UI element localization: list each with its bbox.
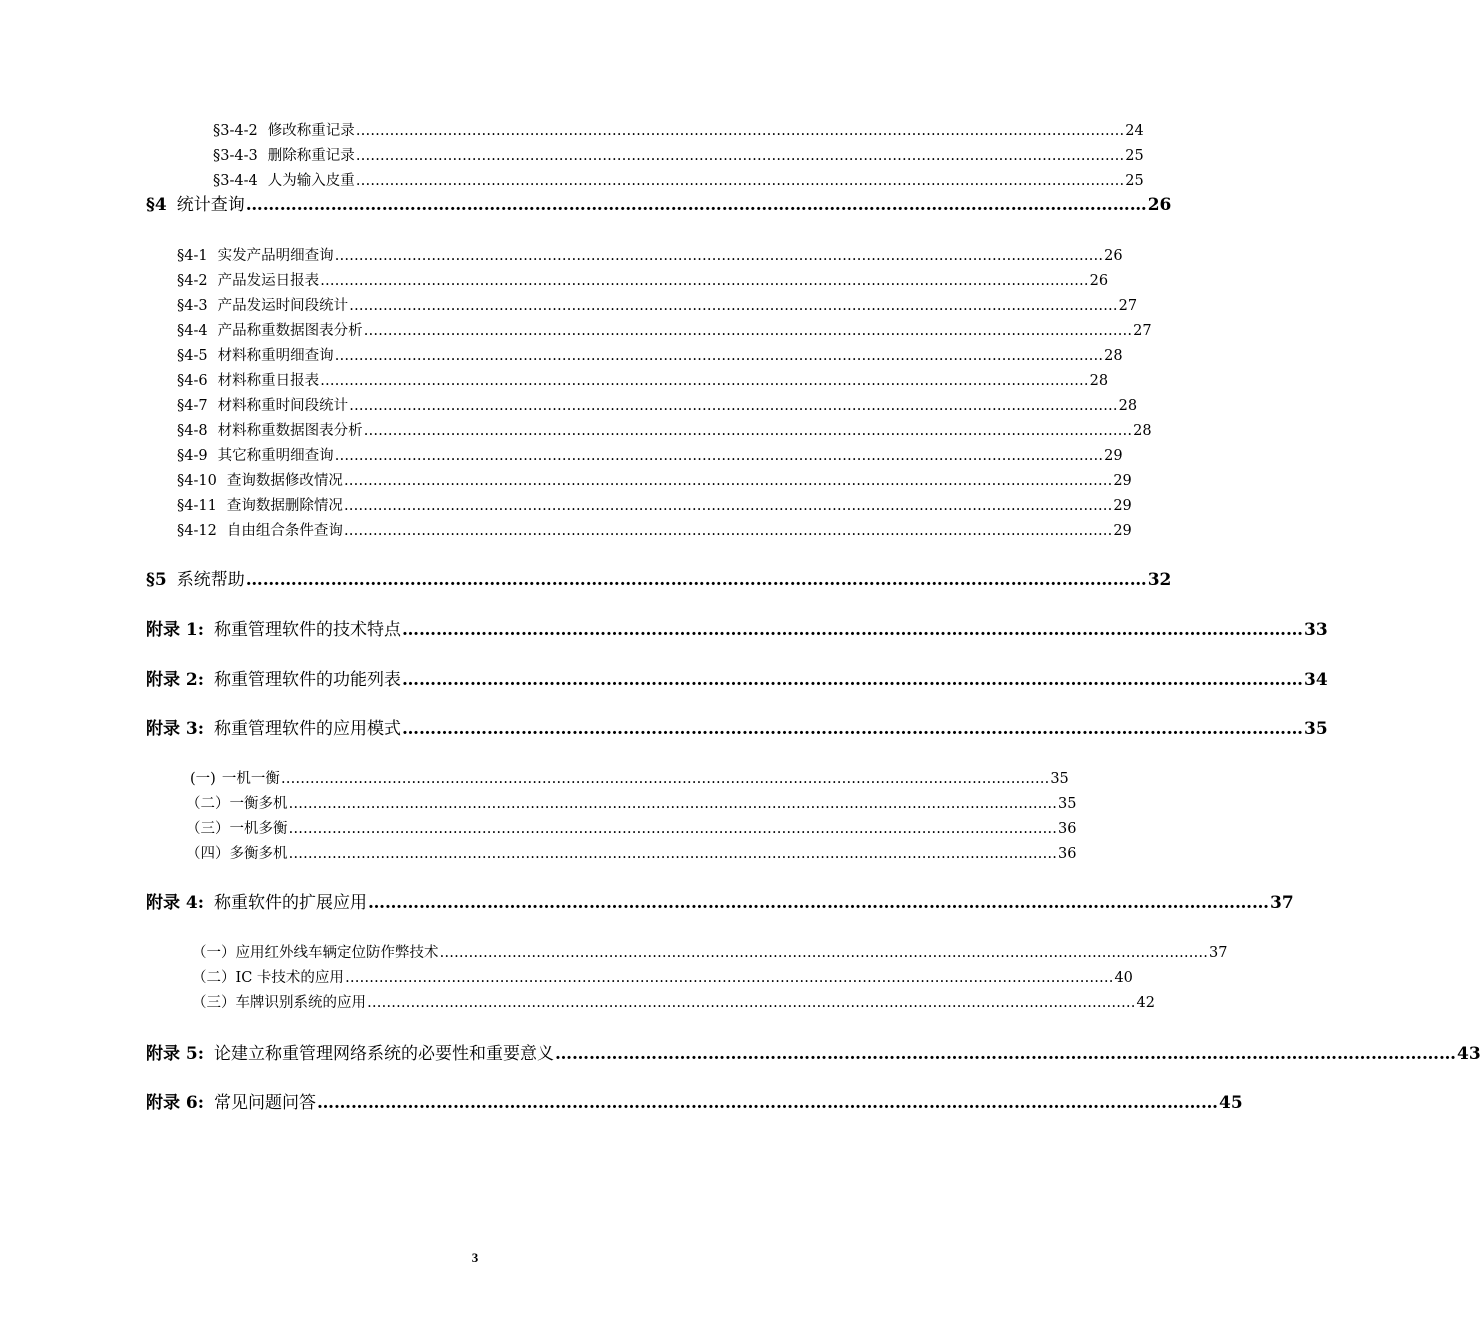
toc-entry[interactable] bbox=[177, 469, 1132, 490]
toc-entry-page: 27 bbox=[1118, 298, 1138, 314]
toc-entry[interactable] bbox=[192, 941, 1228, 962]
toc-entry-page: 36 bbox=[1058, 821, 1077, 837]
toc-entry-title: 一机多衡 bbox=[229, 821, 288, 837]
toc-entry-page: 26 bbox=[1104, 248, 1123, 264]
toc-entry[interactable] bbox=[177, 269, 1109, 290]
toc-entry-title: 材料称重明细查询 bbox=[217, 348, 334, 364]
toc-entry-title: 查询数据修改情况 bbox=[226, 473, 343, 489]
toc-entry[interactable] bbox=[186, 817, 1077, 838]
toc-entry-title: 称重管理软件的技术特点 bbox=[214, 620, 402, 640]
toc-entry-page: 29 bbox=[1113, 498, 1132, 514]
toc-entry[interactable] bbox=[213, 119, 1144, 140]
toc-entry[interactable] bbox=[213, 144, 1144, 165]
toc-entry-title: 材料称重时间段统计 bbox=[217, 398, 349, 414]
toc-entry-number: §4-1 bbox=[177, 248, 208, 264]
toc-entry-title: 材料称重数据图表分析 bbox=[217, 423, 363, 439]
toc-entry-title: 车牌识别系统的应用 bbox=[235, 995, 366, 1011]
toc-dot-leader: …………………………………………………………………………………………………………………………………………… bbox=[245, 195, 1147, 215]
toc-appendix-entry[interactable] bbox=[146, 714, 1328, 739]
toc-entry-number: （三） bbox=[192, 995, 236, 1011]
toc-entry-page: 24 bbox=[1125, 123, 1144, 139]
toc-section-entry[interactable] bbox=[146, 565, 1172, 590]
toc-entry-title: 论建立称重管理网络系统的必要性和重要意义 bbox=[214, 1044, 555, 1064]
toc-entry-number: §5 bbox=[146, 570, 167, 590]
toc-entry-page: 28 bbox=[1133, 423, 1152, 439]
toc-dot-leader: …………………………………………………………………………………………………………………………………………… bbox=[355, 123, 1125, 139]
toc-entry-title: 一衡多机 bbox=[229, 796, 288, 812]
toc-entry[interactable] bbox=[192, 966, 1133, 987]
toc-entry-number: §4-5 bbox=[177, 348, 208, 364]
toc-entry-number: （一） bbox=[192, 945, 236, 961]
toc-entry-title: IC 卡技术的应用 bbox=[235, 970, 344, 986]
toc-entry[interactable] bbox=[177, 244, 1123, 265]
toc-dot-leader: …………………………………………………………………………………………………………………………………………… bbox=[402, 620, 1304, 640]
toc-entry-page: 28 bbox=[1118, 398, 1138, 414]
toc-entry-number: §4-3 bbox=[177, 298, 208, 314]
toc-entry-number: 附录 2: bbox=[146, 670, 205, 690]
toc-entry-number: §3-4-2 bbox=[213, 123, 258, 139]
toc-entry-number: 附录 5: bbox=[146, 1044, 205, 1064]
toc-dot-leader: …………………………………………………………………………………………………………………………………………… bbox=[349, 298, 1118, 314]
toc-entry-number: §4-8 bbox=[177, 423, 208, 439]
toc-entry[interactable] bbox=[177, 519, 1132, 540]
toc-dot-leader: …………………………………………………………………………………………………………………………………………… bbox=[334, 248, 1104, 264]
toc-entry-title: 材料称重日报表 bbox=[217, 373, 320, 389]
toc-entry-page: 43 bbox=[1457, 1044, 1481, 1064]
toc-entry[interactable] bbox=[190, 767, 1069, 788]
toc-dot-leader: …………………………………………………………………………………………………………………………………………… bbox=[245, 570, 1147, 590]
toc-dot-leader: …………………………………………………………………………………………………………………………………………… bbox=[402, 719, 1304, 739]
toc-entry-page: 40 bbox=[1114, 970, 1133, 986]
toc-entry[interactable] bbox=[177, 419, 1152, 440]
toc-entry-number: §4-2 bbox=[177, 273, 208, 289]
toc-entry-page: 26 bbox=[1147, 195, 1172, 215]
toc-entry-page: 29 bbox=[1113, 523, 1132, 539]
toc-dot-leader: …………………………………………………………………………………………………………………………………………… bbox=[343, 523, 1113, 539]
toc-entry-number: (一) bbox=[190, 771, 216, 787]
toc-dot-leader: …………………………………………………………………………………………………………………………………………… bbox=[288, 846, 1057, 862]
toc-entry-page: 36 bbox=[1058, 846, 1077, 862]
toc-appendix-entry[interactable] bbox=[146, 615, 1328, 640]
toc-entry-title: 查询数据删除情况 bbox=[226, 498, 343, 514]
toc-entry-page: 29 bbox=[1113, 473, 1132, 489]
toc-entry-number: 附录 1: bbox=[146, 620, 205, 640]
toc-entry-number: §4 bbox=[146, 195, 167, 215]
toc-entry-number: 附录 3: bbox=[146, 719, 205, 739]
toc-entry-number: §3-4-3 bbox=[213, 148, 258, 164]
toc-entry-number: §4-7 bbox=[177, 398, 208, 414]
toc-dot-leader: …………………………………………………………………………………………………………………………………………… bbox=[288, 821, 1057, 837]
toc-entry-title: 称重管理软件的应用模式 bbox=[214, 719, 402, 739]
toc-dot-leader: …………………………………………………………………………………………………………………………………………… bbox=[555, 1044, 1457, 1064]
toc-entry[interactable] bbox=[213, 169, 1144, 190]
toc-entry-page: 28 bbox=[1089, 373, 1109, 389]
toc-entry-page: 27 bbox=[1133, 323, 1152, 339]
toc-entry-title: 修改称重记录 bbox=[267, 123, 355, 139]
toc-entry-number: §4-6 bbox=[177, 373, 208, 389]
toc-entry-number: （四） bbox=[186, 846, 230, 862]
toc-entry-title: 人为输入皮重 bbox=[267, 173, 355, 189]
toc-dot-leader: …………………………………………………………………………………………………………………………………………… bbox=[367, 995, 1136, 1011]
toc-entry[interactable] bbox=[177, 344, 1123, 365]
toc-dot-leader: …………………………………………………………………………………………………………………………………………… bbox=[363, 423, 1133, 439]
toc-entry-title: 多衡多机 bbox=[229, 846, 288, 862]
toc-entry-page: 33 bbox=[1304, 620, 1328, 640]
toc-entry[interactable] bbox=[177, 369, 1109, 390]
toc-dot-leader: …………………………………………………………………………………………………………………………………………… bbox=[288, 796, 1057, 812]
toc-entry[interactable] bbox=[177, 444, 1123, 465]
toc-entry-page: 25 bbox=[1125, 173, 1144, 189]
toc-entry-title: 自由组合条件查询 bbox=[226, 523, 343, 539]
toc-dot-leader: …………………………………………………………………………………………………………………………………………… bbox=[355, 173, 1125, 189]
toc-entry-page: 35 bbox=[1058, 796, 1077, 812]
toc-section-entry[interactable] bbox=[146, 190, 1172, 215]
toc-entry-number: §4-11 bbox=[177, 498, 217, 514]
toc-entry-page: 34 bbox=[1304, 670, 1328, 690]
toc-entry-number: （三） bbox=[186, 821, 230, 837]
toc-entry-number: §4-12 bbox=[177, 523, 217, 539]
toc-entry-number: §4-9 bbox=[177, 448, 208, 464]
toc-appendix-entry[interactable] bbox=[146, 1088, 1243, 1113]
toc-appendix-entry[interactable] bbox=[146, 888, 1294, 913]
toc-entry-number: （二） bbox=[192, 970, 236, 986]
toc-dot-leader: …………………………………………………………………………………………………………………………………………… bbox=[439, 945, 1208, 961]
toc-entry-title: 系统帮助 bbox=[176, 570, 245, 590]
toc-entry-page: 26 bbox=[1089, 273, 1109, 289]
toc-entry-number: （二） bbox=[186, 796, 230, 812]
toc-dot-leader: …………………………………………………………………………………………………………………………………………… bbox=[402, 670, 1304, 690]
toc-dot-leader: …………………………………………………………………………………………………………………………………………… bbox=[317, 1093, 1219, 1113]
toc-entry-title: 实发产品明细查询 bbox=[217, 248, 334, 264]
toc-entry[interactable] bbox=[177, 294, 1138, 315]
toc-entry-title: 产品发运时间段统计 bbox=[217, 298, 349, 314]
toc-entry-page: 25 bbox=[1125, 148, 1144, 164]
toc-entry-title: 统计查询 bbox=[176, 195, 245, 215]
page-number: 3 bbox=[471, 1250, 479, 1265]
toc-entry-title: 称重软件的扩展应用 bbox=[214, 893, 368, 913]
toc-entry-page: 37 bbox=[1270, 893, 1294, 913]
toc-appendix-entry[interactable] bbox=[146, 665, 1328, 690]
toc-dot-leader: …………………………………………………………………………………………………………………………………………… bbox=[344, 970, 1114, 986]
toc-entry-page: 28 bbox=[1104, 348, 1123, 364]
toc-entry-title: 删除称重记录 bbox=[267, 148, 355, 164]
toc-dot-leader: …………………………………………………………………………………………………………………………………………… bbox=[355, 148, 1125, 164]
toc-dot-leader: …………………………………………………………………………………………………………………………………………… bbox=[320, 373, 1089, 389]
toc-entry-title: 称重管理软件的功能列表 bbox=[214, 670, 402, 690]
toc-entry-page: 37 bbox=[1209, 945, 1228, 961]
toc-entry-page: 29 bbox=[1104, 448, 1123, 464]
toc-entry-page: 32 bbox=[1147, 570, 1172, 590]
toc-entry-title: 一机一衡 bbox=[221, 771, 280, 787]
toc-entry[interactable] bbox=[186, 842, 1077, 863]
toc-entry-number: 附录 6: bbox=[146, 1093, 205, 1113]
toc-entry-page: 42 bbox=[1136, 995, 1155, 1011]
toc-entry-number: §3-4-4 bbox=[213, 173, 258, 189]
toc-entry[interactable] bbox=[177, 319, 1152, 340]
toc-entry[interactable] bbox=[192, 991, 1155, 1012]
toc-entry-title: 其它称重明细查询 bbox=[217, 448, 334, 464]
toc-entry-title: 产品发运日报表 bbox=[217, 273, 320, 289]
toc-entry-title: 应用红外线车辆定位防作弊技术 bbox=[235, 945, 439, 961]
toc-entry-number: §4-10 bbox=[177, 473, 217, 489]
toc-entry[interactable] bbox=[177, 494, 1132, 515]
toc-entry-page: 35 bbox=[1304, 719, 1328, 739]
toc-dot-leader: …………………………………………………………………………………………………………………………………………… bbox=[368, 893, 1270, 913]
toc-entry[interactable] bbox=[177, 394, 1138, 415]
toc-dot-leader: …………………………………………………………………………………………………………………………………………… bbox=[320, 273, 1089, 289]
toc-dot-leader: …………………………………………………………………………………………………………………………………………… bbox=[343, 498, 1113, 514]
toc-dot-leader: …………………………………………………………………………………………………………………………………………… bbox=[343, 473, 1113, 489]
toc-dot-leader: …………………………………………………………………………………………………………………………………………… bbox=[334, 448, 1104, 464]
toc-entry-number: 附录 4: bbox=[146, 893, 205, 913]
toc-entry-title: 常见问题问答 bbox=[214, 1093, 317, 1113]
toc-entry-page: 45 bbox=[1219, 1093, 1243, 1113]
toc-dot-leader: …………………………………………………………………………………………………………………………………………… bbox=[280, 771, 1050, 787]
toc-dot-leader: …………………………………………………………………………………………………………………………………………… bbox=[363, 323, 1133, 339]
toc-entry-page: 35 bbox=[1050, 771, 1069, 787]
toc-dot-leader: …………………………………………………………………………………………………………………………………………… bbox=[349, 398, 1118, 414]
toc-entry-title: 产品称重数据图表分析 bbox=[217, 323, 363, 339]
toc-entry[interactable] bbox=[186, 792, 1077, 813]
toc-entry-number: §4-4 bbox=[177, 323, 208, 339]
toc-dot-leader: …………………………………………………………………………………………………………………………………………… bbox=[334, 348, 1104, 364]
toc-appendix-entry[interactable] bbox=[146, 1039, 1481, 1064]
